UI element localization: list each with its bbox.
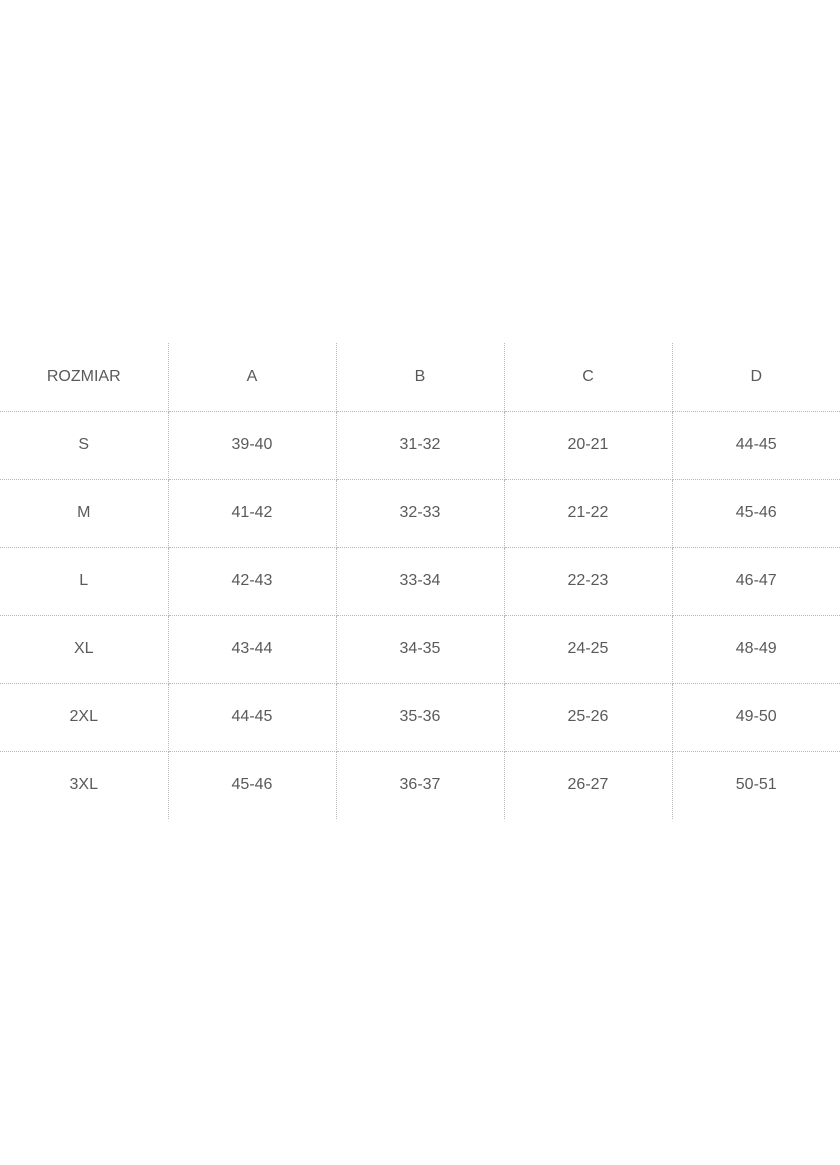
- cell-c: 25-26: [504, 683, 672, 751]
- cell-d: 50-51: [735, 776, 777, 794]
- header-c: C: [504, 343, 672, 411]
- header-b: B: [336, 343, 504, 411]
- cell-a: 45-46: [168, 751, 336, 819]
- cell-d: 49-50: [672, 683, 840, 751]
- cell-d: 44-45: [672, 411, 840, 479]
- cell-b: 35-36: [336, 683, 504, 751]
- cell-a: 39-40: [168, 411, 336, 479]
- table-row: [0, 479, 840, 547]
- cell-size: S: [0, 411, 168, 479]
- cell-d: 45-46: [672, 479, 840, 547]
- cell-b: 32-33: [336, 479, 504, 547]
- header-d: D: [672, 343, 840, 411]
- table-row: [0, 547, 840, 615]
- table-row: [0, 683, 840, 751]
- size-chart-table: [0, 343, 840, 819]
- header-a: A: [168, 343, 336, 411]
- cell-b: 36-37: [336, 751, 504, 819]
- table-body: [0, 411, 840, 819]
- header-row: [0, 343, 840, 411]
- table-row: [0, 615, 840, 683]
- table-header: [0, 343, 840, 411]
- cell-size: 2XL: [0, 683, 168, 751]
- table-row: [0, 751, 840, 819]
- cell-size: M: [0, 479, 168, 547]
- table-row: [0, 411, 840, 479]
- cell-size: XL: [0, 615, 168, 683]
- cell-a: 44-45: [168, 683, 336, 751]
- cell-c: 21-22: [504, 479, 672, 547]
- cell-b: 31-32: [336, 411, 504, 479]
- header-size: ROZMIAR: [0, 343, 168, 411]
- cell-a: 43-44: [168, 615, 336, 683]
- cell-a: 41-42: [168, 479, 336, 547]
- cell-c: 22-23: [504, 547, 672, 615]
- cell-size: 3XL: [0, 751, 168, 819]
- cell-c: 24-25: [504, 615, 672, 683]
- cell-d: 46-47: [672, 547, 840, 615]
- cell-a: 42-43: [168, 547, 336, 615]
- cell-b: 33-34: [336, 547, 504, 615]
- cell-c: 20-21: [504, 411, 672, 479]
- cell-b: 34-35: [336, 615, 504, 683]
- cell-d: 48-49: [672, 615, 840, 683]
- cell-size: L: [0, 547, 168, 615]
- cell-c: 26-27: [504, 751, 672, 819]
